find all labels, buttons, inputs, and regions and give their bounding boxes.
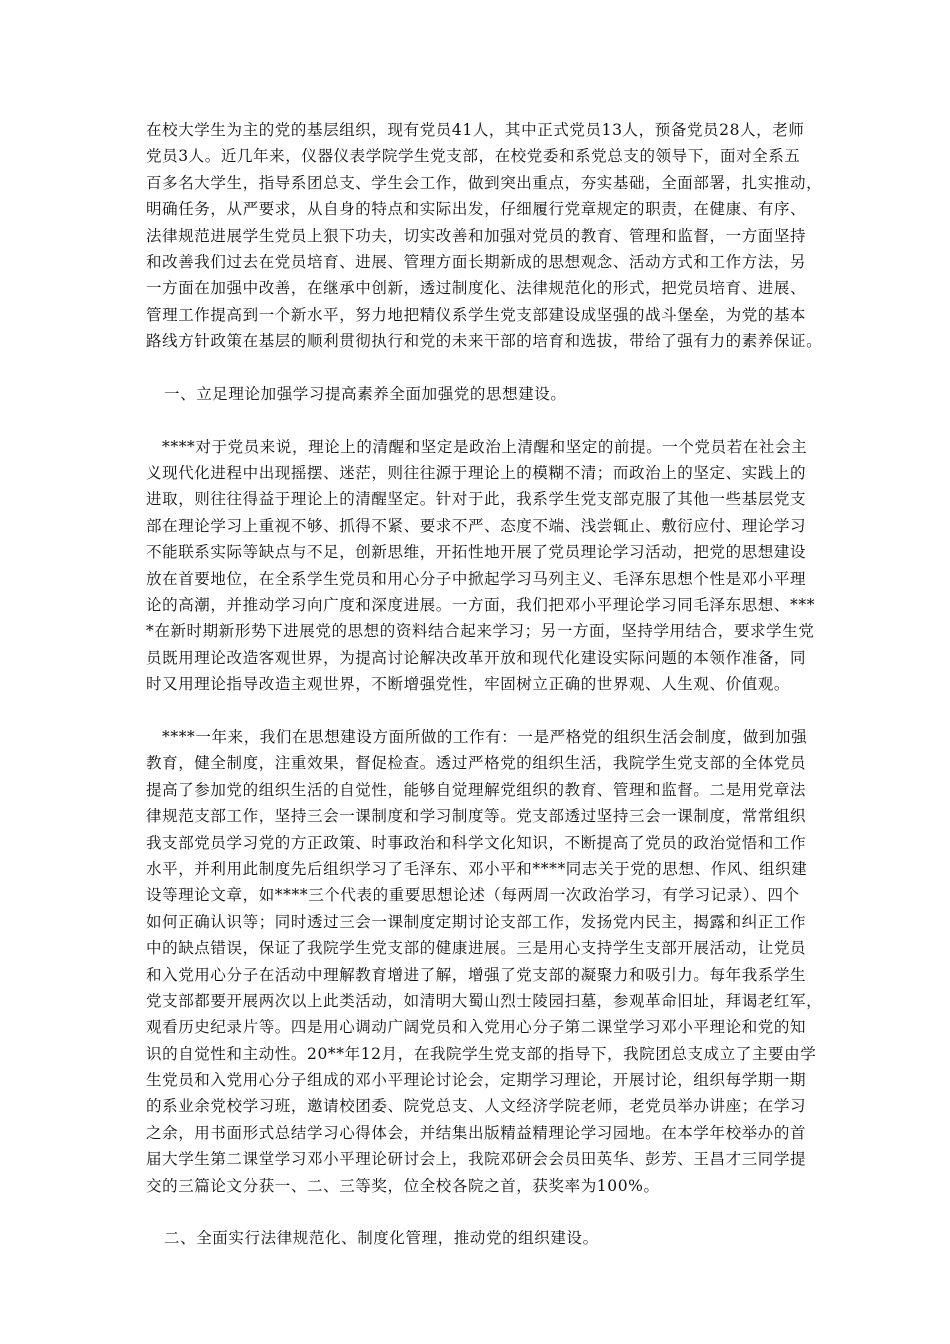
text-line: ****一年来，我们在思想建设方面所做的工作有：一是严格党的组织生活会制度，做到加强 <box>162 727 808 746</box>
text-line: *在新时期新形势下进展党的思想的资料结合起来学习；另一方面，坚持学用结合，要求学生党 <box>146 622 815 641</box>
text-line: 在校大学生为主的党的基层组织，现有党员41人，其中正式党员13人，预备党员28人，老师 <box>146 121 805 139</box>
text-line: 路线方针政策在基层的顺利贯彻执行和党的未来干部的培育和选拔，带给了强有力的素养保证。 <box>146 332 823 351</box>
text-line: 设等理论文章，如****三个代表的重要思想论述（每两周一次政治学习，有学习记录）、四个 <box>146 886 800 905</box>
section-heading-1 <box>146 381 808 407</box>
paragraph-gap <box>146 407 808 433</box>
text-line: 义现代化进程中出现摇摆、迷茫，则往往源于理论上的模糊不清；而政治上的坚定、实践上的 <box>146 464 807 483</box>
text-line: 部在理论学习上重视不够、抓得不紧、要求不严、态度不端、浅尝辄止、敷衍应付、理论学习 <box>146 516 807 535</box>
text-line: 教育，健全制度，注重效果，督促检查。透过严格党的组织生活，我院学生党支部的全体党员 <box>146 754 807 773</box>
text-line: 识的自觉性和主动性。20**年12月，在我院学生党支部的指导下，我院团总支成立了主要由学 <box>146 1044 817 1063</box>
text-line: 百多名大学生，指导系团总支、学生会工作，做到突出重点，夯实基础，全面部署，扎实推动， <box>146 173 823 192</box>
section-heading-2 <box>146 1225 808 1251</box>
text-line: 生党员和入党用心分子组成的邓小平理论讨论会，定期学习理论，开展讨论，组织每学期一期 <box>146 1071 807 1090</box>
text-line: 放在首要地位，在全系学生党员和用心分子中掀起学习马列主义、毛泽东思想个性是邓小平理 <box>146 569 807 588</box>
paragraph-gap <box>146 1199 808 1225</box>
text-line: 交的三篇论文分获一、二、三等奖，位全校各院之首，获奖率为100%。 <box>146 1176 660 1195</box>
text-line: 律规范支部工作，坚持三会一课制度和学习制度等。党支部透过坚持三会一课制度，常常组织 <box>146 807 807 826</box>
text-line: 和改善我们过去在党员培育、进展、管理方面长期新成的思想观念、活动方式和工作方法，另 <box>146 252 807 271</box>
text-line: 进取，则往往得益于理论上的清醒坚定。针对于此，我系学生党支部克服了其他一些基层党支 <box>146 490 807 509</box>
text-line: 论的高潮，并推动学习向广度和深度进展。一方面，我们把邓小平理论学习同毛泽东思想、*** <box>146 596 816 615</box>
heading-line: 一、立足理论加强学习提高素养全面加强党的思想建设。 <box>164 384 567 403</box>
text-line: 之余，用书面形式总结学习心得体会，并结集出版精益精理论学习园地。在本学年校举办的首 <box>146 1123 807 1142</box>
text-line: 如何正确认识等；同时透过三会一课制度定期讨论支部工作，发扬党内民主，揭露和纠正工作 <box>146 912 807 931</box>
text-line: 我支部党员学习党的方正政策、时事政治和科学文化知识，不断提高了党员的政治觉悟和工作 <box>146 833 807 852</box>
text-line: 明确任务，从严要求，从自身的特点和实际出发，仔细履行党章规定的职责，在健康、有序、 <box>146 200 807 219</box>
paragraph-work-done <box>146 724 823 1199</box>
text-line: 不能联系实际等缺点与不足，创新思维，开拓性地开展了党员理论学习活动，把党的思想建设 <box>146 543 807 562</box>
document-page <box>146 117 823 1252</box>
text-line: 的系业余党校学习班，邀请校团委、院党总支、人文经济学院老师，老党员举办讲座；在学习 <box>146 1097 807 1116</box>
text-line: 员既用理论改造客观世界，为提高讨论解决改革开放和现代化建设实际问题的本领作准备，同 <box>146 648 807 667</box>
text-line: ****对于党员来说，理论上的清醒和坚定是政治上清醒和坚定的前提。一个党员若在社会主 <box>162 437 808 456</box>
text-line: 一方面在加强中改善，在继承中创新，透过制度化、法律规范化的形式，把党员培育、进展、 <box>146 279 807 298</box>
text-line: 管理工作提高到一个新水平，努力地把精仪系学生党支部建设成坚强的战斗堡垒，为党的基本 <box>146 305 807 324</box>
text-line: 党支部都要开展两次以上此类活动，如清明大蜀山烈士陵园扫墓，参观革命旧址，拜谒老红军， <box>146 991 823 1010</box>
text-line: 届大学生第二课堂学习邓小平理论研讨会上，我院邓研会会员田英华、彭芳、王昌才三同学提 <box>146 1150 807 1169</box>
paragraph-gap <box>146 355 808 381</box>
text-line: 观看历史纪录片等。四是用心调动广阔党员和入党用心分子第二课堂学习邓小平理论和党的知 <box>146 1018 807 1037</box>
text-line: 提高了参加党的组织生活的自觉性，能够自觉理解党组织的教育、管理和监督。二是用党章法 <box>146 780 807 799</box>
text-line: 中的缺点错误，保证了我院学生党支部的健康进展。三是用心支持学生支部开展活动，让党员 <box>146 939 807 958</box>
text-line: 党员3人。近几年来，仪器仪表学院学生党支部，在校党委和系党总支的领导下，面对全系五 <box>146 147 801 166</box>
paragraph-intro <box>146 117 823 355</box>
text-line: 和入党用心分子在活动中理解教育增进了解，增强了党支部的凝聚力和吸引力。每年我系学生 <box>146 965 807 984</box>
paragraph-gap <box>146 698 808 724</box>
text-line: 水平，并利用此制度先后组织学习了毛泽东、邓小平和****同志关于党的思想、作风、组织建 <box>146 859 808 878</box>
text-line: 时又用理论指导改造主观世界，不断增强党性，牢固树立正确的世界观、人生观、价值观。 <box>146 675 791 694</box>
heading-line: 二、全面实行法律规范化、制度化管理，推动党的组织建设。 <box>164 1229 599 1248</box>
text-line: 法律规范进展学生党员上狠下功夫，切实改善和加强对党员的教育、管理和监督，一方面坚持 <box>146 226 807 245</box>
paragraph-theory <box>146 434 816 698</box>
